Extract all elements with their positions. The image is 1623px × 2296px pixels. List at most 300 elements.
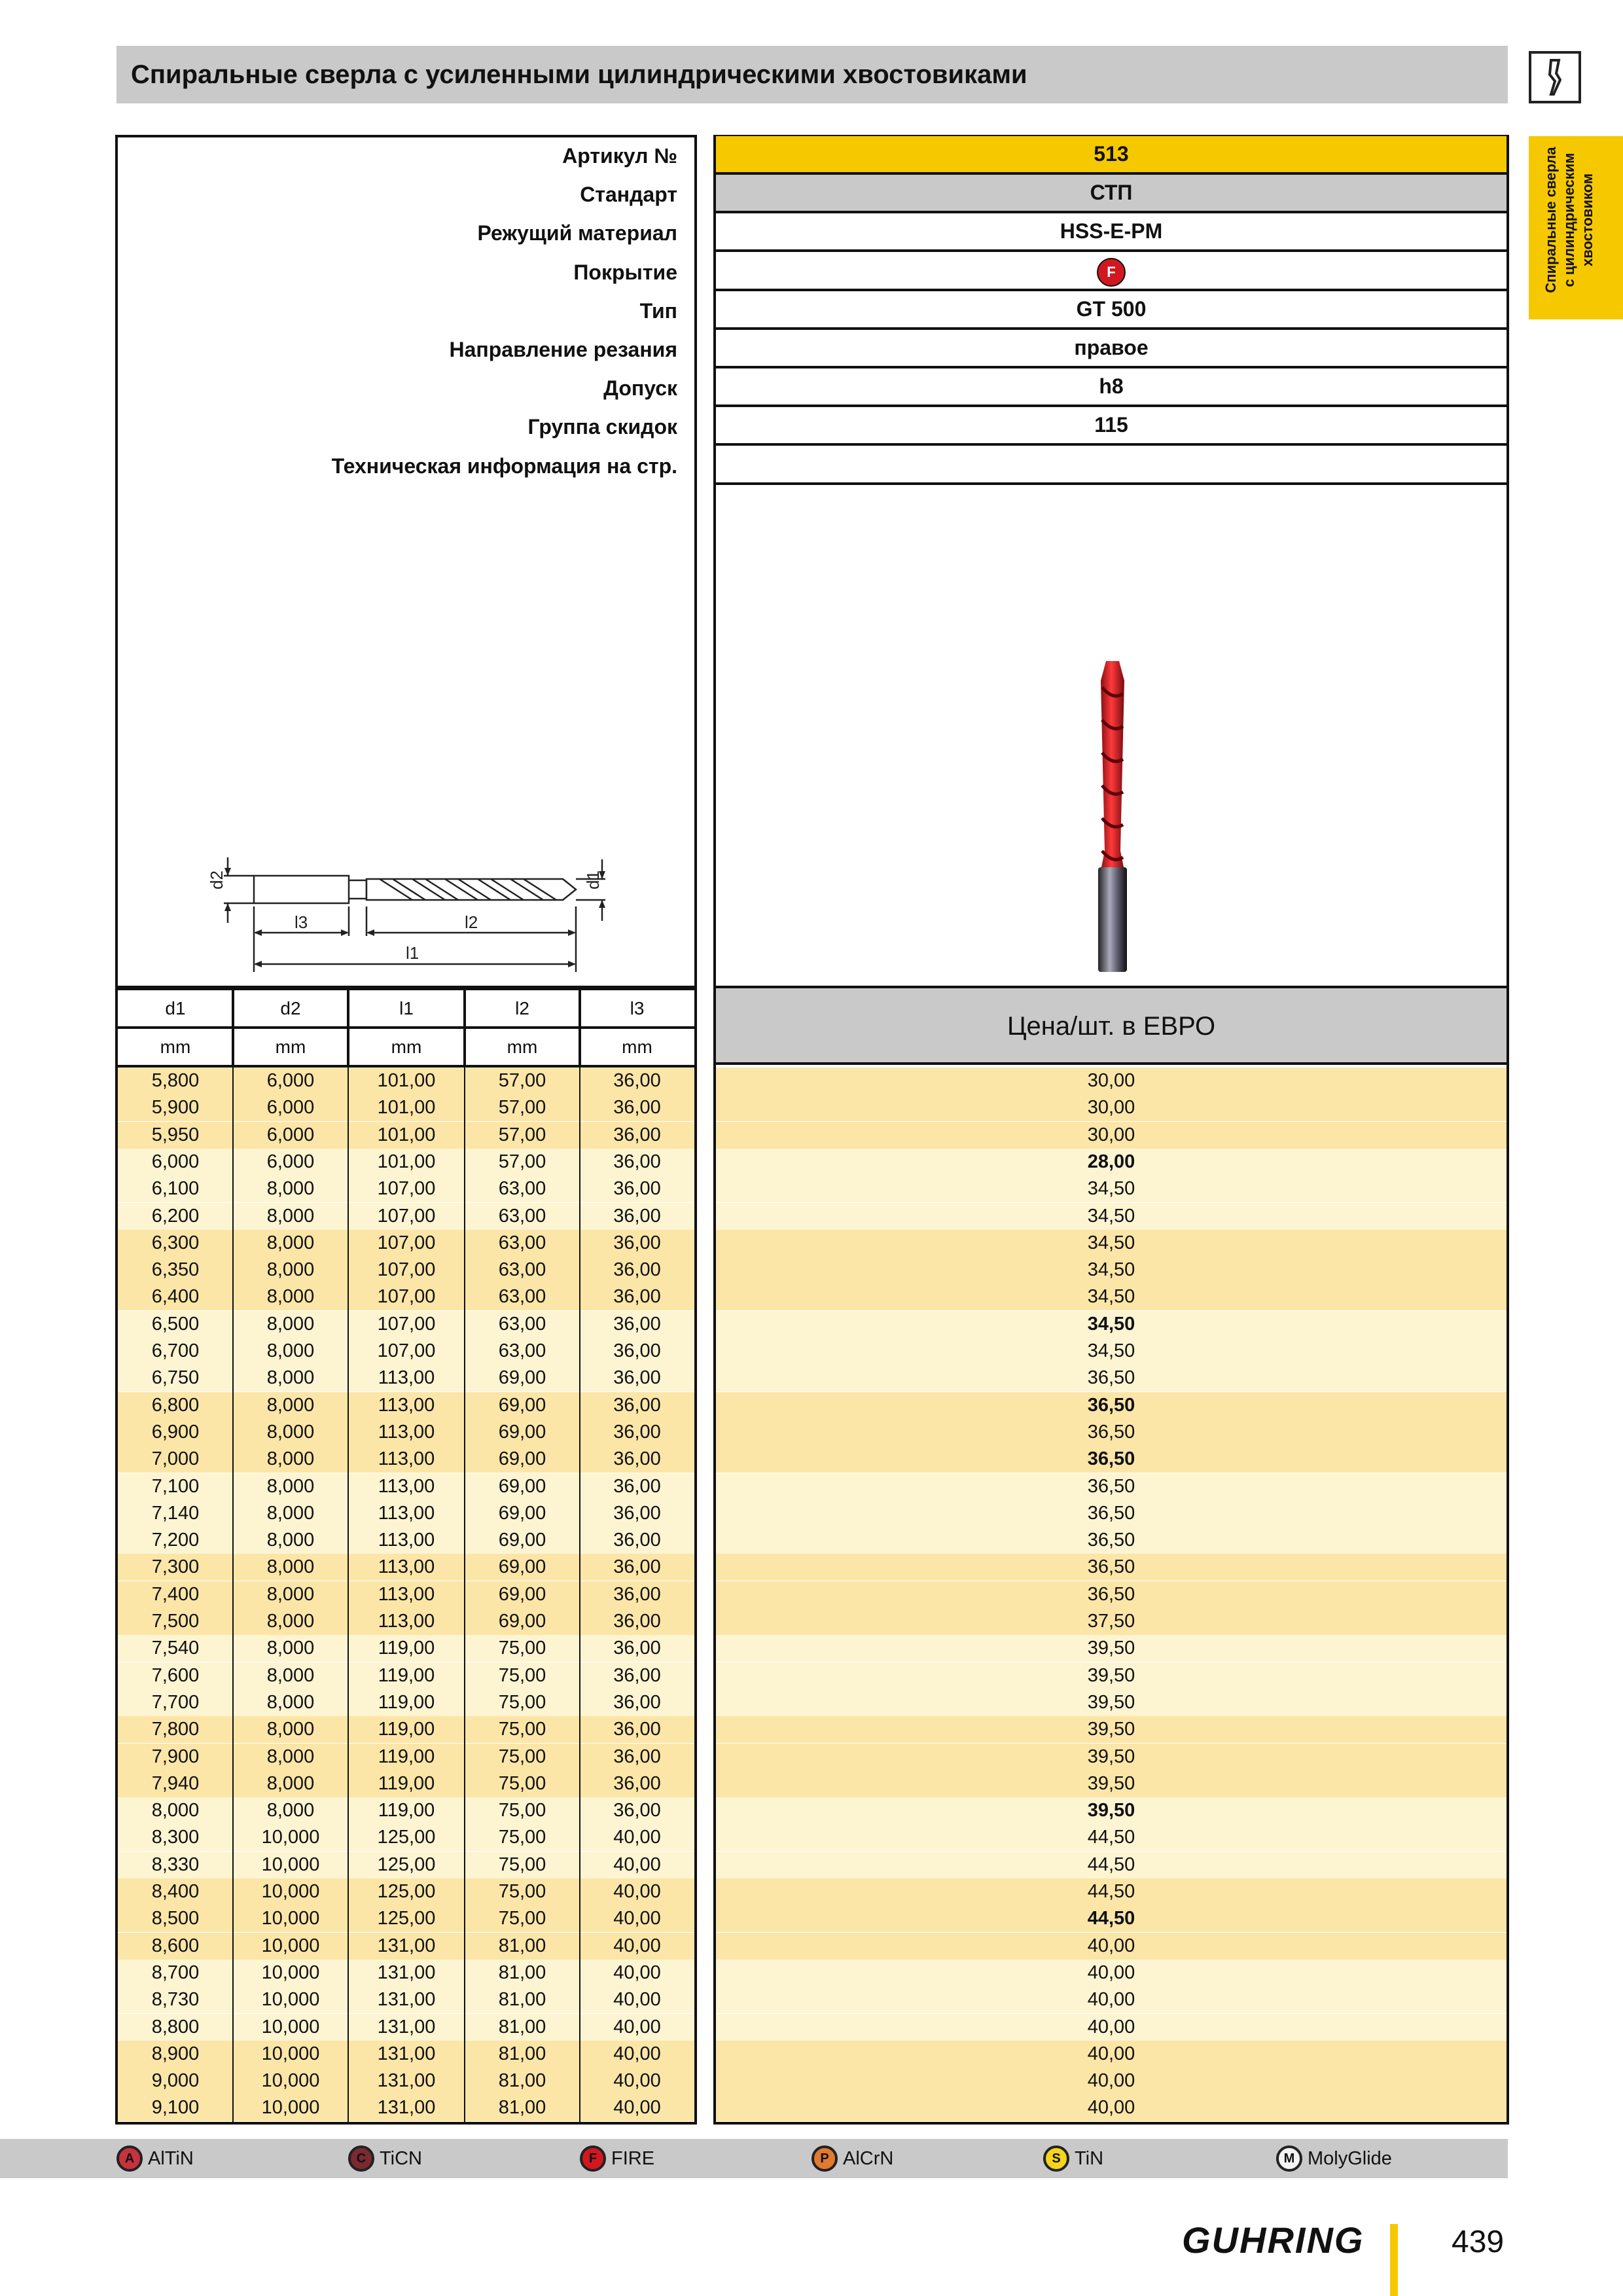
page-number: 439 [1452, 2225, 1505, 2259]
drill-symbol-icon [1529, 51, 1581, 103]
table-cell-price: 39,50 [1087, 1665, 1135, 1686]
table-cell-l1: 113,00 [378, 1367, 435, 1388]
table-cell-price: 37,50 [1087, 1611, 1135, 1632]
table-cell-d2: 6,000 [266, 1097, 315, 1118]
table-cell-l1: 113,00 [378, 1422, 435, 1443]
table-cell-l1: 125,00 [377, 1827, 436, 1848]
table-row [118, 2094, 1507, 2121]
table-cell-l1: 119,00 [378, 1692, 435, 1713]
table-row [118, 1581, 1507, 1608]
table-cell-d1: 7,000 [151, 1448, 200, 1469]
table-cell-d1: 7,140 [151, 1503, 200, 1524]
table-cell-price: 40,00 [1087, 1989, 1135, 2010]
table-cell-l2: 57,00 [498, 1151, 546, 1172]
legend-label: TiCN [380, 2147, 422, 2169]
table-cell-l3: 40,00 [613, 2097, 661, 2118]
table-cell-l3: 40,00 [613, 1935, 661, 1956]
coating-ticn-icon: C [348, 2145, 374, 2172]
table-cell-l2: 69,00 [498, 1503, 546, 1524]
table-cell-l1: 131,00 [377, 2097, 436, 2118]
table-cell-l1: 107,00 [377, 1178, 436, 1199]
table-cell-l2: 75,00 [498, 1638, 546, 1659]
table-cell-price: 34,50 [1087, 1259, 1135, 1280]
table-cell-d2: 6,000 [266, 1070, 315, 1091]
table-cell-d2: 8,000 [266, 1719, 315, 1740]
table-cell-price: 39,50 [1087, 1800, 1135, 1821]
column-unit: mm [391, 1037, 422, 1057]
table-row [118, 1716, 1507, 1743]
table-cell-price: 39,50 [1087, 1773, 1135, 1794]
table-cell-d1: 8,400 [151, 1881, 200, 1902]
table-cell-price: 44,50 [1087, 1854, 1135, 1875]
table-row [118, 1473, 1507, 1500]
legend-label: TiN [1075, 2147, 1104, 2169]
table-cell-d2: 8,000 [266, 1476, 315, 1497]
legend-label: MolyGlide [1308, 2147, 1392, 2169]
table-row [118, 1338, 1507, 1365]
drill-dimension-diagram [196, 841, 628, 972]
spec-value: h8 [716, 368, 1507, 407]
table-row [118, 1797, 1507, 1824]
table-row [118, 1122, 1507, 1149]
table-cell-l1: 101,00 [377, 1097, 436, 1118]
table-cell-price: 30,00 [1087, 1124, 1135, 1145]
side-tab-line: Спиральные сверла [1543, 147, 1559, 293]
table-cell-l2: 81,00 [498, 2097, 546, 2118]
table-row [118, 1554, 1507, 1581]
table-cell-l2: 75,00 [498, 1908, 546, 1929]
table-cell-price: 30,00 [1087, 1070, 1135, 1091]
table-cell-l3: 36,00 [613, 1259, 661, 1280]
spec-label: Артикул № [562, 144, 677, 168]
table-cell-l2: 81,00 [498, 1935, 546, 1956]
table-row [118, 2014, 1507, 2041]
table-cell-l2: 75,00 [498, 1746, 546, 1767]
spec-label: Направление резания [449, 338, 677, 361]
legend-label: FIRE [611, 2147, 655, 2169]
table-cell-l1: 119,00 [378, 1773, 435, 1794]
table-cell-l1: 125,00 [377, 1908, 436, 1929]
spec-label: Тип [639, 299, 677, 323]
table-cell-l2: 75,00 [498, 1827, 546, 1848]
table-cell-d1: 8,800 [151, 2017, 200, 2037]
table-cell-d1: 7,400 [151, 1584, 200, 1605]
table-cell-l3: 36,00 [613, 1503, 661, 1524]
table-cell-l3: 36,00 [613, 1530, 661, 1551]
table-cell-d2: 8,000 [266, 1611, 315, 1632]
spec-label: Стандарт [580, 183, 677, 206]
table-cell-price: 39,50 [1087, 1719, 1135, 1740]
table-border [115, 2122, 697, 2125]
table-cell-d1: 5,900 [151, 1097, 200, 1118]
column-header: d1 [165, 998, 186, 1018]
table-grid-line [348, 1067, 349, 2122]
table-row [118, 1635, 1507, 1662]
table-row [118, 2041, 1507, 2068]
table-cell-price: 39,50 [1087, 1692, 1135, 1713]
table-cell-price: 40,00 [1087, 1962, 1135, 1983]
table-row [118, 1744, 1507, 1770]
table-row [118, 1824, 1507, 1851]
table-cell-d2: 8,000 [266, 1206, 315, 1227]
table-cell-d2: 8,000 [266, 1530, 315, 1551]
table-row [118, 1878, 1507, 1905]
table-cell-d1: 6,800 [151, 1395, 200, 1416]
table-cell-l1: 131,00 [377, 2043, 436, 2064]
table-row [118, 1852, 1507, 1878]
table-cell-price: 36,50 [1087, 1367, 1135, 1388]
table-cell-l1: 107,00 [377, 1286, 436, 1307]
table-cell-l2: 75,00 [498, 1692, 546, 1713]
table-cell-d2: 8,000 [266, 1773, 315, 1794]
table-cell-d1: 6,500 [151, 1314, 200, 1335]
column-unit: mm [622, 1037, 652, 1057]
table-row [118, 1257, 1507, 1283]
table-cell-l1: 113,00 [378, 1530, 435, 1551]
brand-accent-bar [1390, 2224, 1398, 2296]
coating-altin-icon: A [116, 2145, 143, 2172]
table-cell-d2: 10,000 [261, 1827, 320, 1848]
table-cell-l3: 36,00 [613, 1070, 661, 1091]
section-side-tab [1529, 136, 1623, 319]
brand-logo: GUHRING [1182, 2219, 1364, 2261]
table-row [118, 1689, 1507, 1716]
table-cell-d1: 7,900 [151, 1746, 200, 1767]
table-cell-d1: 8,900 [151, 2043, 200, 2064]
table-cell-d2: 8,000 [266, 1448, 315, 1469]
table-cell-d1: 7,600 [151, 1665, 200, 1686]
table-cell-d1: 8,300 [151, 1827, 200, 1848]
table-cell-l2: 81,00 [498, 2070, 546, 2091]
table-cell-d1: 6,400 [151, 1286, 200, 1307]
table-cell-d2: 6,000 [266, 1151, 315, 1172]
table-cell-price: 34,50 [1087, 1286, 1135, 1307]
table-cell-price: 44,50 [1087, 1827, 1135, 1848]
table-cell-d2: 10,000 [261, 2097, 320, 2118]
table-border [713, 988, 716, 2125]
table-cell-l2: 69,00 [498, 1395, 546, 1416]
table-cell-l2: 57,00 [498, 1124, 546, 1145]
column-header: l3 [630, 998, 645, 1018]
diagram-label-l2: l2 [465, 912, 478, 932]
table-cell-l3: 36,00 [613, 1367, 661, 1388]
table-cell-d2: 8,000 [266, 1692, 315, 1713]
table-cell-d2: 8,000 [266, 1638, 315, 1659]
table-cell-l3: 36,00 [613, 1556, 661, 1577]
legend-item [1043, 2142, 1103, 2176]
table-cell-l2: 81,00 [498, 1989, 546, 2010]
table-cell-l2: 63,00 [498, 1314, 546, 1335]
table-cell-l3: 40,00 [613, 1989, 661, 2010]
side-tab-line: хвостовиком [1579, 173, 1596, 266]
table-cell-l2: 81,00 [498, 1962, 546, 1983]
coating-fire-icon: F [1097, 258, 1126, 287]
table-cell-d1: 7,700 [151, 1692, 200, 1713]
table-row [118, 1365, 1507, 1391]
table-cell-l1: 119,00 [378, 1665, 435, 1686]
table-cell-l3: 36,00 [613, 1448, 661, 1469]
table-cell-l1: 119,00 [378, 1746, 435, 1767]
table-cell-l1: 113,00 [378, 1584, 435, 1605]
spec-value [716, 253, 1507, 291]
legend-item [812, 2142, 893, 2176]
column-unit: mm [160, 1037, 191, 1057]
table-cell-l2: 57,00 [498, 1070, 546, 1091]
table-cell-l1: 101,00 [377, 1070, 436, 1091]
table-cell-l2: 69,00 [498, 1611, 546, 1632]
table-cell-l3: 36,00 [613, 1124, 661, 1145]
table-cell-l3: 36,00 [613, 1206, 661, 1227]
table-cell-l1: 107,00 [377, 1232, 436, 1253]
table-cell-l1: 125,00 [377, 1854, 436, 1875]
table-cell-d2: 10,000 [261, 2043, 320, 2064]
diagram-label-d2: d2 [207, 870, 226, 889]
table-cell-l2: 69,00 [498, 1530, 546, 1551]
spec-value: правое [716, 330, 1507, 368]
diagram-label-d1: d1 [583, 870, 603, 889]
column-header: d2 [280, 998, 301, 1018]
table-cell-d2: 8,000 [266, 1556, 315, 1577]
table-cell-price: 36,50 [1087, 1422, 1135, 1443]
spec-value: 115 [716, 407, 1507, 446]
table-row [118, 1905, 1507, 1932]
table-cell-l1: 101,00 [377, 1151, 436, 1172]
table-cell-d1: 7,200 [151, 1530, 200, 1551]
table-cell-d1: 8,700 [151, 1962, 200, 1983]
table-row [118, 1311, 1507, 1338]
table-cell-price: 36,50 [1087, 1476, 1135, 1497]
table-cell-d1: 6,700 [151, 1340, 200, 1361]
table-cell-l1: 131,00 [377, 1989, 436, 2010]
table-cell-d2: 8,000 [266, 1746, 315, 1767]
table-row [118, 1770, 1507, 1797]
table-cell-d1: 6,000 [151, 1151, 200, 1172]
table-cell-price: 36,50 [1087, 1395, 1135, 1416]
table-cell-d1: 8,330 [151, 1854, 200, 1875]
table-cell-l2: 63,00 [498, 1232, 546, 1253]
table-cell-d2: 8,000 [266, 1584, 315, 1605]
table-cell-price: 36,50 [1087, 1530, 1135, 1551]
legend-label: AlCrN [843, 2147, 894, 2169]
table-cell-price: 44,50 [1087, 1881, 1135, 1902]
table-cell-price: 28,00 [1087, 1151, 1135, 1172]
table-cell-d2: 8,000 [266, 1800, 315, 1821]
table-cell-l3: 40,00 [613, 1854, 661, 1875]
table-row [118, 1500, 1507, 1527]
table-cell-l3: 40,00 [613, 2043, 661, 2064]
table-cell-l2: 75,00 [498, 1881, 546, 1902]
table-cell-l3: 40,00 [613, 1962, 661, 1983]
table-row [118, 1392, 1507, 1419]
table-cell-price: 36,50 [1087, 1503, 1135, 1524]
table-cell-l3: 36,00 [613, 1773, 661, 1794]
table-cell-d1: 6,200 [151, 1206, 200, 1227]
table-cell-l1: 107,00 [377, 1340, 436, 1361]
drill-product-image [1086, 655, 1139, 975]
table-cell-l1: 119,00 [378, 1800, 435, 1821]
table-cell-l2: 69,00 [498, 1476, 546, 1497]
table-cell-d1: 6,350 [151, 1259, 200, 1280]
table-cell-l1: 119,00 [378, 1638, 435, 1659]
table-cell-d2: 8,000 [266, 1665, 315, 1686]
table-cell-l2: 75,00 [498, 1854, 546, 1875]
table-cell-l2: 63,00 [498, 1286, 546, 1307]
table-row [118, 1662, 1507, 1689]
table-cell-price: 36,50 [1087, 1556, 1135, 1577]
table-cell-l3: 36,00 [613, 1584, 661, 1605]
table-cell-l3: 40,00 [613, 1827, 661, 1848]
table-cell-l3: 36,00 [613, 1286, 661, 1307]
table-cell-l2: 57,00 [498, 1097, 546, 1118]
table-row [118, 1149, 1507, 1175]
table-cell-l2: 81,00 [498, 2017, 546, 2037]
table-cell-d1: 7,540 [151, 1638, 200, 1659]
table-cell-d2: 10,000 [261, 1962, 320, 1983]
table-row [118, 1067, 1507, 1094]
spec-label: Группа скидок [527, 415, 677, 439]
table-cell-d1: 7,100 [151, 1476, 200, 1497]
table-cell-d1: 5,950 [151, 1124, 200, 1145]
table-cell-d2: 8,000 [266, 1232, 315, 1253]
spec-value: 513 [716, 136, 1507, 175]
table-cell-l1: 119,00 [378, 1719, 435, 1740]
table-grid-line [464, 1067, 465, 2122]
table-cell-price: 34,50 [1087, 1340, 1135, 1361]
table-cell-l2: 75,00 [498, 1665, 546, 1686]
diagram-label-l1: l1 [406, 943, 419, 963]
table-row [118, 1527, 1507, 1554]
table-cell-l3: 40,00 [613, 2070, 661, 2091]
legend-item [116, 2142, 194, 2176]
table-cell-l3: 40,00 [613, 1908, 661, 1929]
table-row [118, 2068, 1507, 2094]
table-cell-l2: 63,00 [498, 1178, 546, 1199]
table-cell-l1: 113,00 [378, 1476, 435, 1497]
table-row [118, 1933, 1507, 1960]
table-row [118, 1608, 1507, 1635]
price-header: Цена/шт. в ЕВРО [716, 988, 1507, 1065]
table-cell-l1: 131,00 [377, 1935, 436, 1956]
table-row [118, 1419, 1507, 1446]
table-cell-l1: 113,00 [378, 1448, 435, 1469]
table-cell-l1: 131,00 [377, 2017, 436, 2037]
table-cell-d2: 10,000 [261, 1881, 320, 1902]
table-cell-l1: 131,00 [377, 1962, 436, 1983]
table-cell-price: 40,00 [1087, 2043, 1135, 2064]
table-cell-l3: 36,00 [613, 1422, 661, 1443]
table-cell-d2: 8,000 [266, 1259, 315, 1280]
table-cell-price: 44,50 [1087, 1908, 1135, 1929]
column-header: l1 [399, 998, 414, 1018]
coating-molyglide-icon: M [1276, 2145, 1302, 2172]
table-cell-l2: 63,00 [498, 1340, 546, 1361]
legend-item [1276, 2142, 1392, 2176]
spec-label: Допуск [603, 376, 677, 400]
table-row [118, 1175, 1507, 1202]
table-cell-d2: 10,000 [261, 2070, 320, 2091]
table-cell-l1: 113,00 [378, 1611, 435, 1632]
table-cell-d2: 10,000 [261, 2017, 320, 2037]
table-row [118, 1960, 1507, 1986]
table-cell-l2: 69,00 [498, 1422, 546, 1443]
table-cell-l3: 36,00 [613, 1340, 661, 1361]
table-cell-l2: 63,00 [498, 1206, 546, 1227]
table-row [118, 1986, 1507, 2013]
table-cell-d1: 8,600 [151, 1935, 200, 1956]
table-cell-l3: 36,00 [613, 1476, 661, 1497]
table-cell-d1: 7,500 [151, 1611, 200, 1632]
spec-value: GT 500 [716, 291, 1507, 330]
table-cell-d2: 10,000 [261, 1989, 320, 2010]
table-row [118, 1203, 1507, 1230]
table-grid-line [232, 1067, 234, 2122]
table-cell-l2: 69,00 [498, 1556, 546, 1577]
table-cell-d2: 8,000 [266, 1178, 315, 1199]
table-grid-line [579, 1067, 580, 2122]
table-cell-price: 40,00 [1087, 2017, 1135, 2037]
table-cell-l2: 81,00 [498, 2043, 546, 2064]
table-row [118, 1446, 1507, 1473]
table-cell-l1: 101,00 [377, 1124, 436, 1145]
spec-label: Покрытие [573, 260, 677, 284]
table-cell-l1: 125,00 [377, 1881, 436, 1902]
spec-value [716, 446, 1507, 485]
legend-item [348, 2142, 422, 2176]
table-cell-l3: 40,00 [613, 2017, 661, 2037]
table-cell-d1: 9,000 [151, 2070, 200, 2091]
table-cell-d2: 8,000 [266, 1314, 315, 1335]
table-cell-price: 39,50 [1087, 1746, 1135, 1767]
table-cell-d2: 8,000 [266, 1340, 315, 1361]
table-cell-price: 36,50 [1087, 1584, 1135, 1605]
table-cell-l3: 40,00 [613, 1881, 661, 1902]
table-cell-d1: 6,300 [151, 1232, 200, 1253]
spec-value: HSS-E-PM [716, 213, 1507, 252]
table-border [694, 988, 697, 2125]
table-cell-d2: 10,000 [261, 1908, 320, 1929]
table-border [115, 988, 118, 2125]
table-cell-l2: 69,00 [498, 1584, 546, 1605]
table-cell-l2: 75,00 [498, 1800, 546, 1821]
page-title: Спиральные сверла с усиленными цилиндрическими хвостовиками [131, 60, 1027, 89]
table-cell-l3: 36,00 [613, 1178, 661, 1199]
coating-alcrn-icon: P [812, 2145, 838, 2172]
table-cell-l3: 36,00 [613, 1746, 661, 1767]
table-cell-price: 30,00 [1087, 1097, 1135, 1118]
table-cell-d1: 5,800 [151, 1070, 200, 1091]
table-cell-l2: 69,00 [498, 1448, 546, 1469]
table-cell-l1: 131,00 [377, 2070, 436, 2091]
table-cell-price: 34,50 [1087, 1178, 1135, 1199]
column-unit: mm [507, 1037, 538, 1057]
table-cell-l3: 36,00 [613, 1719, 661, 1740]
table-cell-d2: 10,000 [261, 1854, 320, 1875]
table-cell-d2: 8,000 [266, 1286, 315, 1307]
table-cell-l1: 107,00 [377, 1314, 436, 1335]
table-cell-price: 34,50 [1087, 1206, 1135, 1227]
table-cell-l3: 36,00 [613, 1314, 661, 1335]
diagram-label-l3: l3 [294, 912, 308, 932]
table-cell-l3: 36,00 [613, 1800, 661, 1821]
table-cell-l1: 107,00 [377, 1206, 436, 1227]
table-row [118, 1230, 1507, 1257]
side-tab-line: с цилиндрическим [1561, 152, 1577, 287]
table-cell-d2: 6,000 [266, 1124, 315, 1145]
table-cell-d2: 8,000 [266, 1367, 315, 1388]
column-unit: mm [275, 1037, 306, 1057]
table-cell-l2: 75,00 [498, 1773, 546, 1794]
table-cell-price: 34,50 [1087, 1232, 1135, 1253]
